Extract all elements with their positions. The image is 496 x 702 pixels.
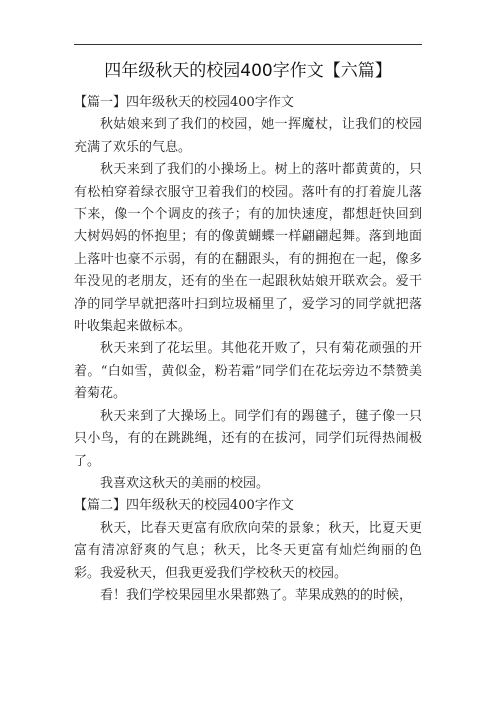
document-title: 四年级秋天的校园400字作文【六篇】 xyxy=(104,61,392,81)
section-1 xyxy=(74,92,422,495)
header-rule xyxy=(74,44,422,45)
paragraph: 看！我们学校果园里水果都熟了。苹果成熟的的时候， xyxy=(100,587,413,603)
paragraph: 秋天来到了我们的小操场上。树上的落叶都黄黄的，只有松柏穿着绿衣服守卫着我们的校园。落叶有的打着旋儿落下来，像一个个调皮的孩子；有的加快速度，都想赶快回到大树妈妈的怀抱里；有的像黄蝴蝶一样翩翩起舞。落到地面上落叶也豪不示弱，有的在翻跟头，有的拥抱在一起，像多年没见的老朋友，还有的坐在一起跟秋姑娘开联欢会。爱干净的同学早就把落叶扫到垃圾桶里了，爱学习的同学就把落叶收集起来做标本。 xyxy=(74,162,422,335)
paragraph: 秋天来到了大操场上。同学们有的踢毽子，毽子像一只只小鸟，有的在跳跳绳，还有的在拔河，同学们玩得热闹极了。 xyxy=(74,408,422,469)
paragraph: 秋姑娘来到了我们的校园，她一挥魔杖，让我们的校园充满了欢乐的气息。 xyxy=(74,117,422,155)
paragraph: 我喜欢这秋天的美丽的校园。 xyxy=(100,475,270,491)
paragraph: 秋天来到了花坛里。其他花开败了，只有菊花顽强的开着。“白如雪，黄似金，粉若霜”同学们在花坛旁边不禁赞美着菊花。 xyxy=(74,341,422,402)
section-heading: 【篇二】四年级秋天的校园400字作文 xyxy=(74,498,294,514)
section-heading: 【篇一】四年级秋天的校园400字作文 xyxy=(74,95,294,110)
section-2 xyxy=(74,495,422,607)
paragraph: 秋天，比春天更富有欣欣向荣的景象；秋天，比夏天更富有清凉舒爽的气息；秋天，比冬天更富有灿烂绚丽的色彩。我爱秋天，但我更爱我们学校秋天的校园。 xyxy=(74,520,422,581)
document-body xyxy=(74,92,422,607)
